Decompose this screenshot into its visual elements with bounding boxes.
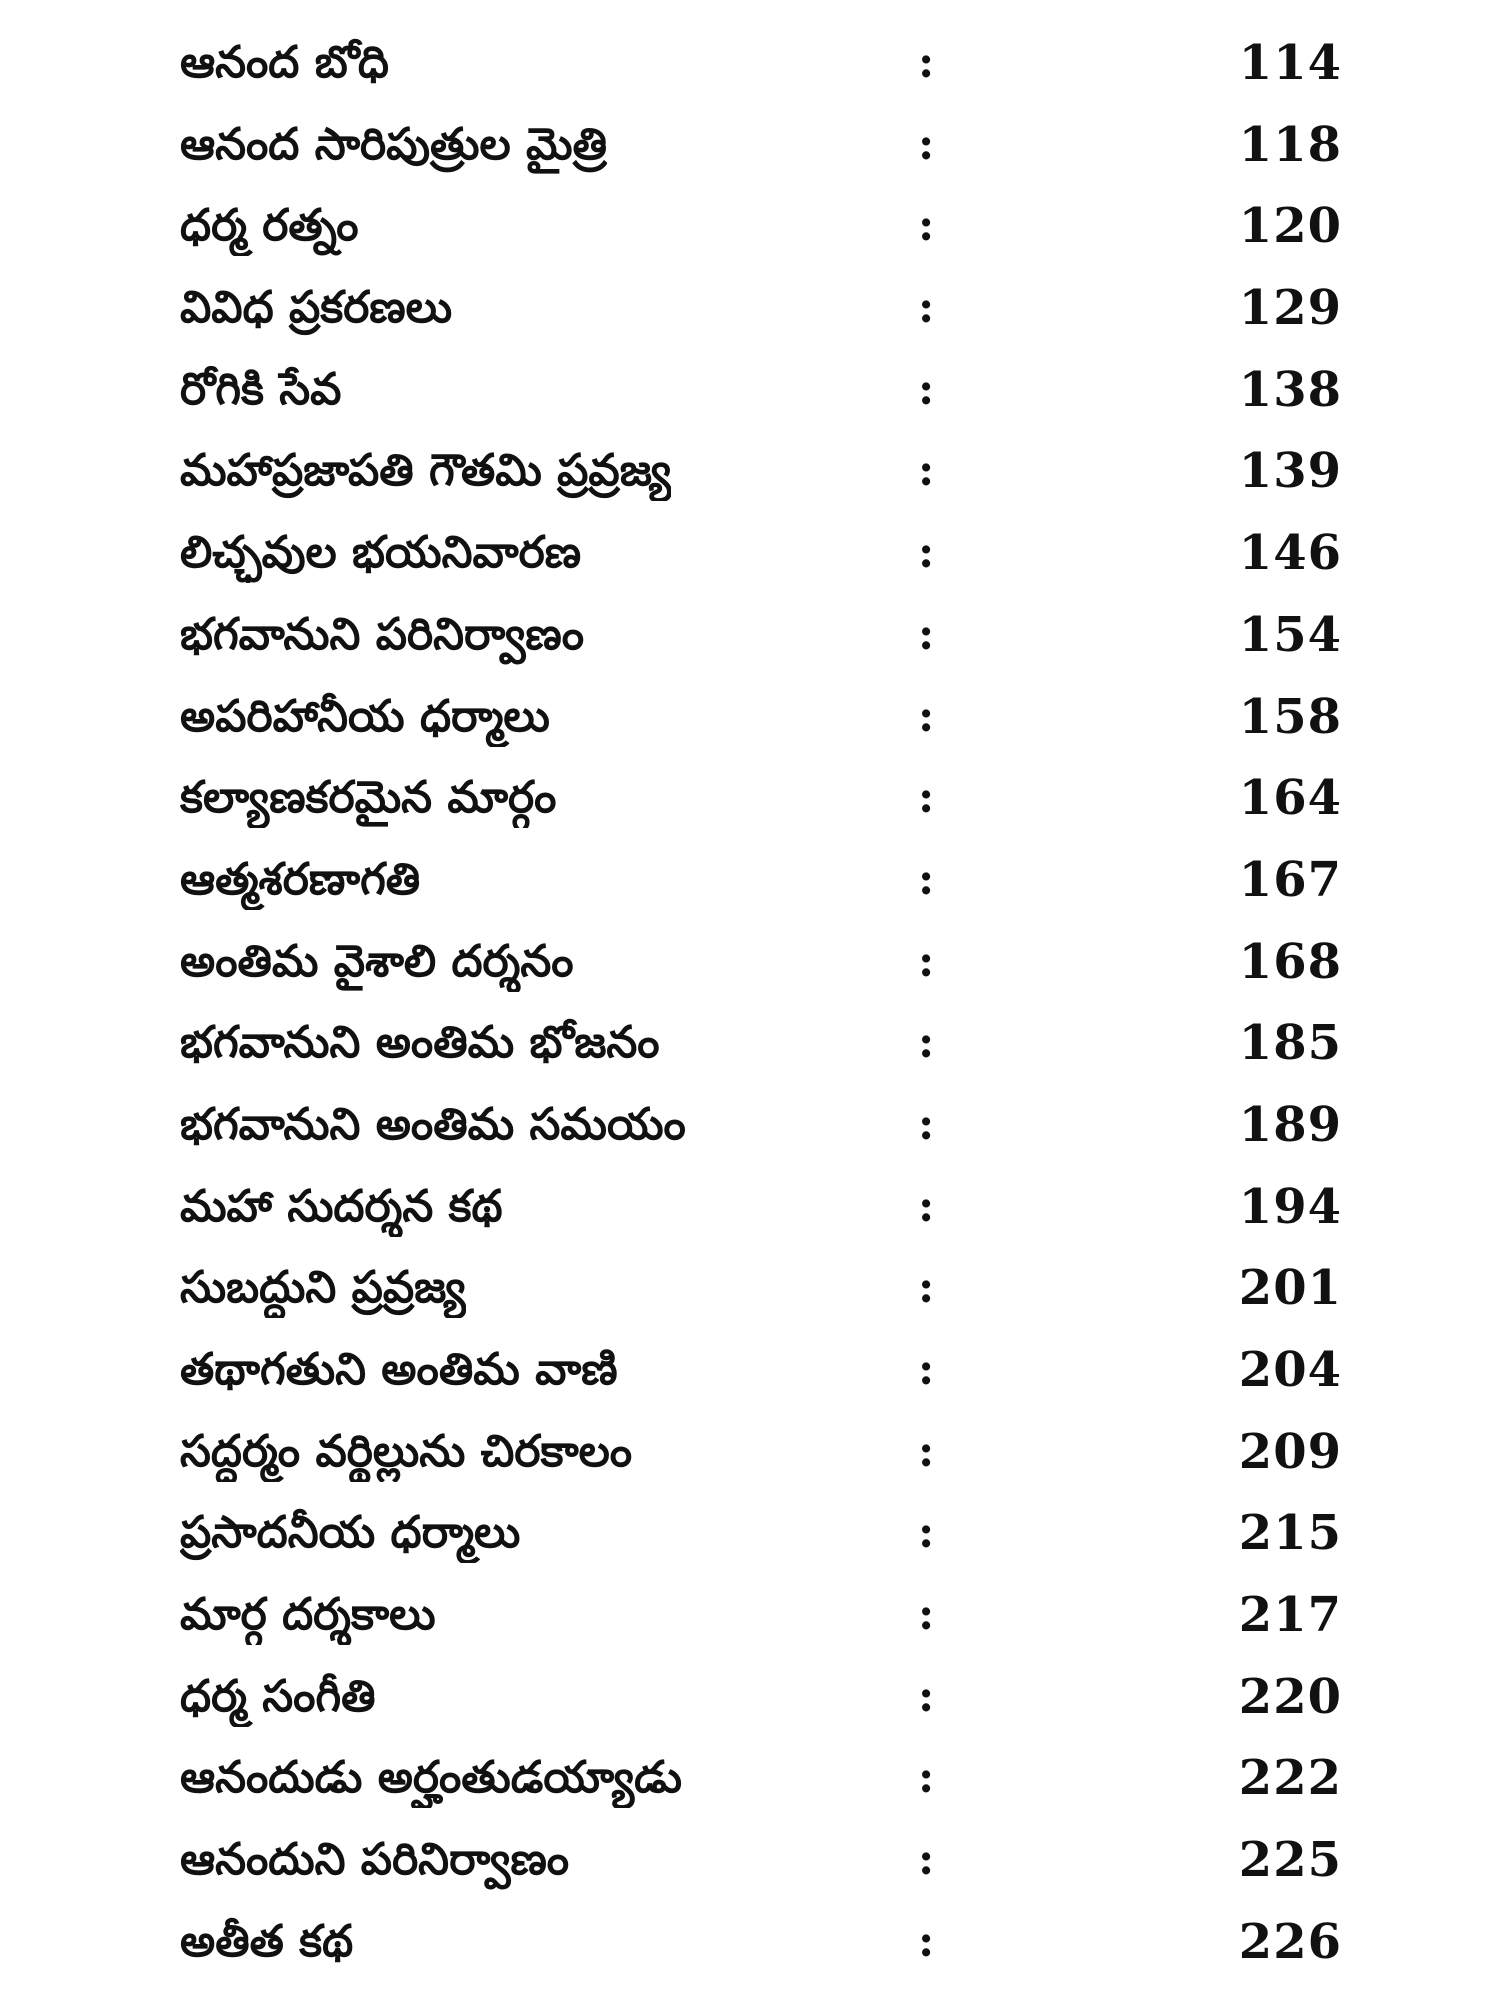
toc-page-number: 154 xyxy=(1238,606,1342,663)
toc-row-11[interactable] xyxy=(0,842,1500,924)
toc-separator: : xyxy=(918,1507,935,1559)
toc-page-number: 226 xyxy=(1238,1913,1342,1970)
toc-entry-title: మార్గ దర్శకాలు xyxy=(180,1589,436,1641)
toc-row-21[interactable] xyxy=(0,1659,1500,1741)
toc-entry-title: సద్ధర్మం వర్థిల్లును చిరకాలం xyxy=(180,1425,633,1477)
toc-page-number: 204 xyxy=(1238,1342,1342,1398)
toc-page-number: 114 xyxy=(1238,35,1342,91)
toc-page-number: 215 xyxy=(1238,1505,1342,1562)
toc-page-number: 220 xyxy=(1238,1668,1342,1725)
toc-row-23[interactable] xyxy=(0,1822,1500,1904)
toc-separator: : xyxy=(918,1425,935,1477)
toc-entry-title: భగవానుని పరినిర్వాణం xyxy=(180,608,585,660)
toc-entry-title: సుబద్దుని ప్రవ్రజ్య xyxy=(180,1262,466,1314)
toc-row-22[interactable] xyxy=(0,1740,1500,1822)
toc-separator: : xyxy=(918,118,935,170)
toc-row-24[interactable] xyxy=(0,1904,1500,1986)
toc-row-13[interactable] xyxy=(0,1005,1500,1087)
toc-entry-title: ఆనంద సారిపుత్రుల మైత్రి xyxy=(180,118,607,170)
toc-entry-title: కల్యాణకరమైన మార్గం xyxy=(180,772,557,824)
toc-separator: : xyxy=(918,200,935,252)
toc-list xyxy=(0,25,1500,1986)
toc-page-number: 129 xyxy=(1238,280,1342,337)
toc-row-15[interactable] xyxy=(0,1169,1500,1251)
toc-separator: : xyxy=(918,690,935,742)
toc-entry-title: మహాప్రజాపతి గౌతమి ప్రవ్రజ్య xyxy=(180,445,672,497)
toc-row-20[interactable] xyxy=(0,1577,1500,1659)
toc-page-number: 167 xyxy=(1238,851,1342,908)
toc-entry-title: రోగికి సేవ xyxy=(180,363,342,415)
toc-row-4[interactable] xyxy=(0,270,1500,352)
toc-row-14[interactable] xyxy=(0,1087,1500,1169)
toc-separator: : xyxy=(918,1098,935,1150)
toc-entry-title: ధర్మ సంగీతి xyxy=(180,1670,376,1722)
toc-entry-title: లిచ్ఛవుల భయనివారణ xyxy=(180,527,582,579)
toc-row-3[interactable] xyxy=(0,188,1500,270)
toc-separator: : xyxy=(918,853,935,905)
toc-row-2[interactable] xyxy=(0,107,1500,189)
toc-separator: : xyxy=(918,363,935,415)
toc-row-16[interactable] xyxy=(0,1250,1500,1332)
toc-entry-title: ధర్మ రత్నం xyxy=(180,200,359,252)
toc-row-8[interactable] xyxy=(0,597,1500,679)
toc-row-9[interactable] xyxy=(0,679,1500,761)
toc-entry-title: ఆనందుని పరినిర్వాణం xyxy=(180,1834,570,1886)
toc-separator: : xyxy=(918,37,935,88)
toc-page-number: 222 xyxy=(1238,1750,1342,1807)
toc-row-17[interactable] xyxy=(0,1332,1500,1414)
toc-page-number: 118 xyxy=(1238,116,1342,173)
toc-entry-title: భగవానుని అంతిమ సమయం xyxy=(180,1098,686,1150)
toc-row-18[interactable] xyxy=(0,1414,1500,1496)
toc-page-number: 138 xyxy=(1238,361,1342,418)
toc-page-number: 201 xyxy=(1238,1260,1342,1317)
toc-separator: : xyxy=(918,772,935,824)
toc-row-1[interactable] xyxy=(0,25,1500,107)
toc-page-number: 189 xyxy=(1238,1096,1342,1153)
toc-page-number: 139 xyxy=(1238,443,1342,500)
toc-separator: : xyxy=(918,1915,935,1967)
toc-row-10[interactable] xyxy=(0,760,1500,842)
toc-page-number: 209 xyxy=(1238,1423,1342,1480)
toc-separator: : xyxy=(918,1589,935,1641)
toc-entry-title: అతీత కథ xyxy=(180,1915,354,1967)
toc-page-number: 158 xyxy=(1238,688,1342,745)
toc-page-number: 168 xyxy=(1238,933,1342,990)
toc-separator: : xyxy=(918,1670,935,1722)
toc-separator: : xyxy=(918,1752,935,1804)
toc-page-number: 164 xyxy=(1238,770,1342,827)
toc-entry-title: అపరిహానీయ ధర్మాలు xyxy=(180,690,550,742)
toc-page-number: 120 xyxy=(1238,198,1342,255)
toc-separator: : xyxy=(918,1834,935,1886)
toc-entry-title: ప్రసాదనీయ ధర్మాలు xyxy=(180,1507,521,1559)
toc-separator: : xyxy=(918,1017,935,1069)
toc-row-5[interactable] xyxy=(0,352,1500,434)
toc-row-7[interactable] xyxy=(0,515,1500,597)
toc-row-12[interactable] xyxy=(0,924,1500,1006)
toc-separator: : xyxy=(918,608,935,660)
toc-separator: : xyxy=(918,1180,935,1232)
toc-separator: : xyxy=(918,1262,935,1314)
toc-row-19[interactable] xyxy=(0,1495,1500,1577)
toc-page-number: 146 xyxy=(1238,525,1342,582)
toc-entry-title: ఆనంద బోధి xyxy=(180,37,389,88)
toc-entry-title: ఆత్మశరణాగతి xyxy=(180,853,421,905)
toc-entry-title: అంతిమ వైశాలి దర్శనం xyxy=(180,935,574,987)
toc-separator: : xyxy=(918,282,935,334)
toc-entry-title: వివిధ ప్రకరణలు xyxy=(180,282,453,334)
toc-entry-title: తథాగతుని అంతిమ వాణి xyxy=(180,1344,618,1395)
toc-separator: : xyxy=(918,1344,935,1395)
toc-page-number: 194 xyxy=(1238,1178,1342,1235)
toc-page-number: 225 xyxy=(1238,1832,1342,1889)
toc-row-6[interactable] xyxy=(0,433,1500,515)
toc-separator: : xyxy=(918,445,935,497)
toc-separator: : xyxy=(918,527,935,579)
toc-separator: : xyxy=(918,935,935,987)
toc-entry-title: మహా సుదర్శన కథ xyxy=(180,1180,503,1232)
toc-entry-title: భగవానుని అంతిమ భోజనం xyxy=(180,1017,660,1069)
toc-entry-title: ఆనందుడు అర్హంతుడయ్యాడు xyxy=(180,1752,682,1804)
toc-page-number: 185 xyxy=(1238,1015,1342,1072)
toc-page-number: 217 xyxy=(1238,1587,1342,1644)
